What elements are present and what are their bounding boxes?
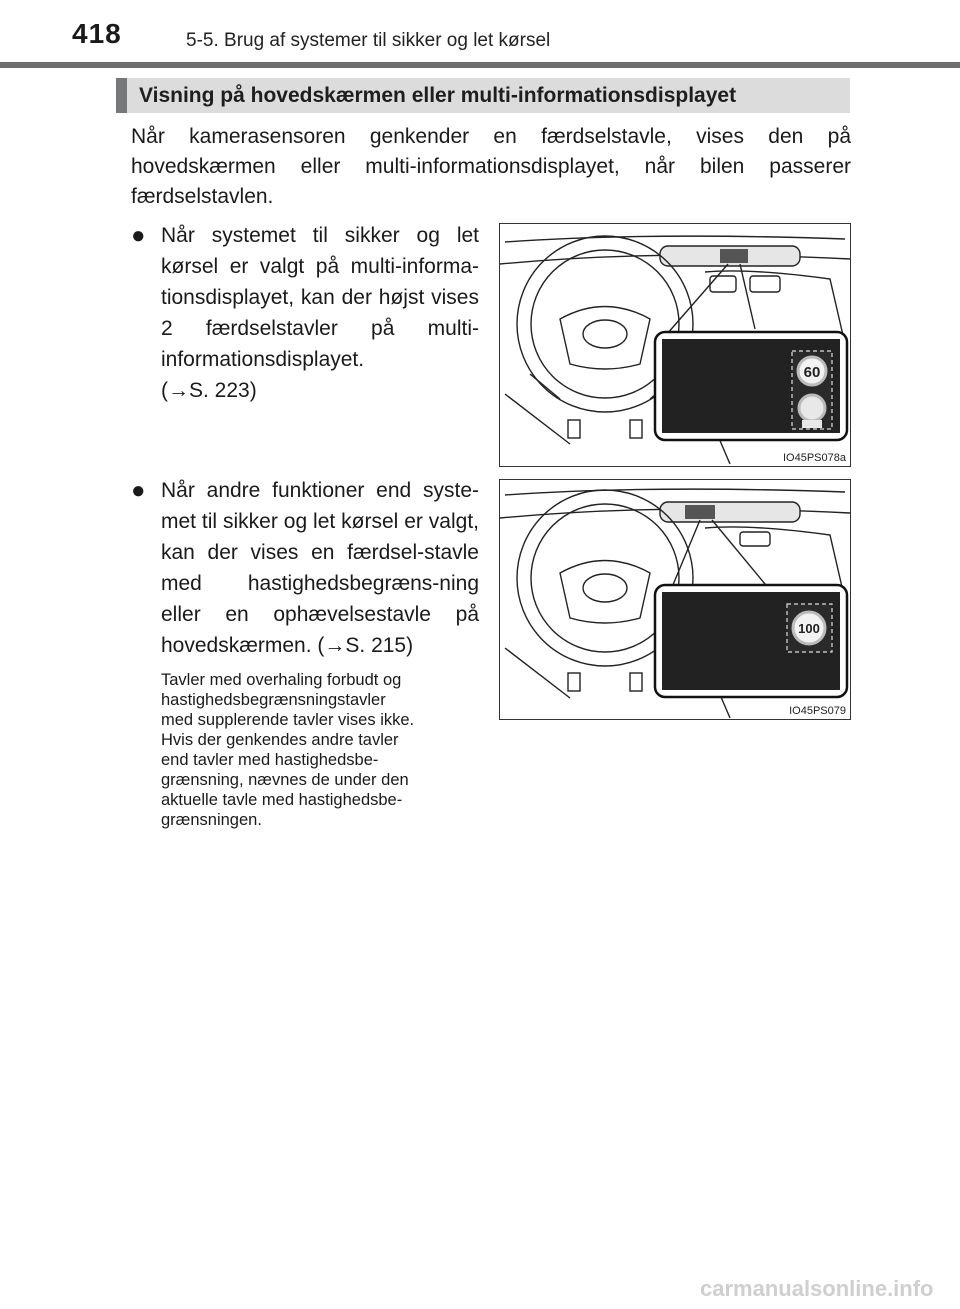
header-rule (0, 62, 960, 68)
note-line: grænsning, nævnes de under den (161, 771, 409, 789)
figure-code: IO45PS078a (783, 452, 846, 464)
bullet-marker: ● (131, 477, 146, 504)
intro-paragraph: Når kamerasensoren genkender en færdselstavle, vises den på hovedskærmen eller multi-informationsdisplayet, når bilen passerer færdselstavlen. (131, 125, 851, 208)
note-line: med supplerende tavler vises ikke. (161, 711, 415, 729)
speed-sign-60: 60 (803, 364, 821, 381)
watermark: carmanualsonline.info (700, 1276, 934, 1301)
note-line: aktuelle tavle med hastighedsbe- (161, 791, 403, 809)
note-line: Hvis der genkendes andre tavler (161, 731, 399, 749)
page-number: 418 (72, 18, 122, 49)
dashboard-illustration (500, 224, 850, 466)
note-line: grænsningen. (161, 811, 262, 829)
figure-code: IO45PS079 (789, 705, 846, 717)
page-reference: (→S. 223) (161, 379, 257, 402)
bullet-main-display (131, 475, 479, 661)
chapter-title: 5-5. Brug af systemer til sikker og let kørsel (186, 30, 551, 51)
bullet-text: Når systemet til sikker og let kørsel er valgt på multi-informa-tionsdisplayet, kan der højst vises 2 færdselstavler på multi-informationsdisplayet. (161, 224, 479, 371)
figure-dashboard-multi-info (499, 223, 851, 467)
section-title-text: Visning på hovedskærmen eller multi-informationsdisplayet (139, 84, 737, 107)
figure-dashboard-main-display (499, 479, 851, 720)
note-line: end tavler med hastighedsbe- (161, 751, 379, 769)
dashboard-illustration (500, 480, 850, 719)
note-line: Tavler med overhaling forbudt og (161, 671, 402, 689)
speed-sign-100: 100 (798, 621, 820, 636)
bullet-text: Når andre funktioner end syste-met til sikker og let kørsel er valgt, kan der vises en færdsel-stavle med hastighedsbegræns-ning eller en ophævelsestavle på hovedskærmen. (→S. 215) (161, 479, 479, 657)
note-paragraph (161, 670, 479, 830)
bullet-multi-info (131, 220, 479, 406)
note-line: hastighedsbegrænsningstavler (161, 691, 386, 709)
bullet-marker: ● (131, 222, 146, 249)
section-title (116, 78, 850, 113)
